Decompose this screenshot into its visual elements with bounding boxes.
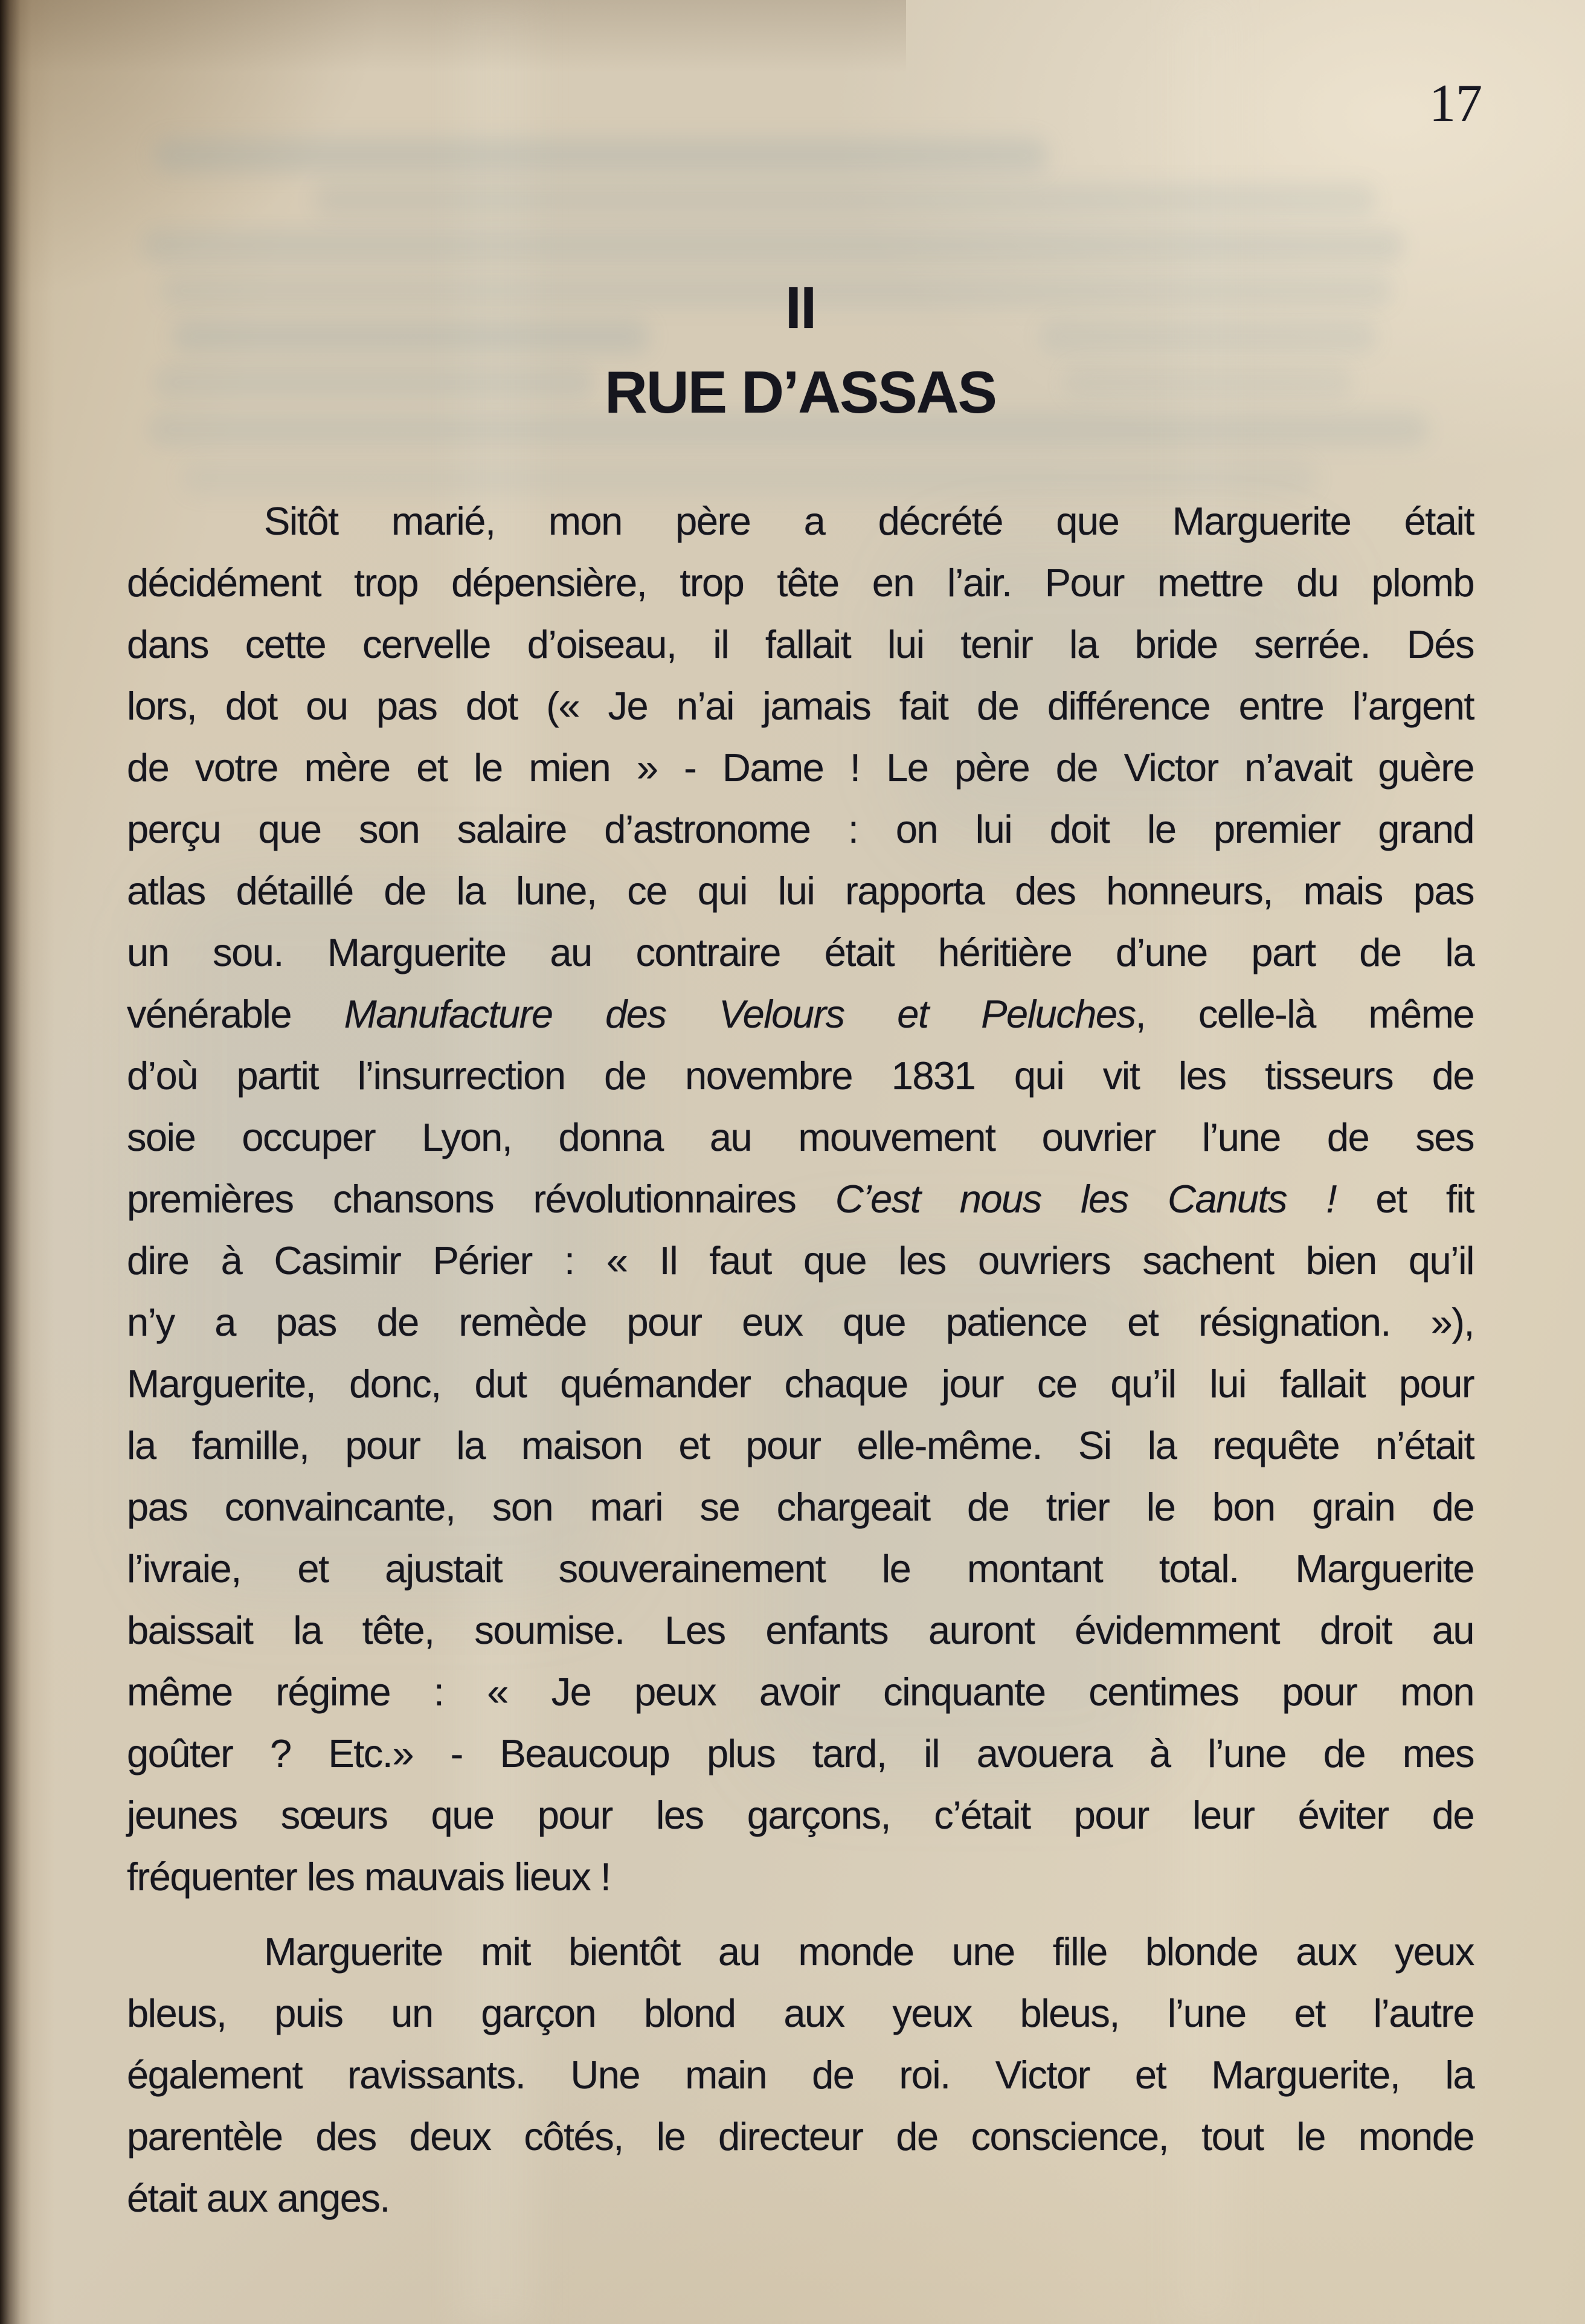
text-run: premières chansons révolutionnaires — [127, 1177, 835, 1221]
text-run: , celle-là même — [1135, 992, 1474, 1036]
text-line — [127, 1921, 1474, 1983]
text-line — [127, 1846, 1474, 1908]
text-run: bleus, puis un garçon blond aux yeux bleus, l’une et l’autre — [127, 1991, 1474, 2035]
text-line — [127, 1045, 1474, 1107]
text-line — [127, 922, 1474, 983]
text-run: décidément trop dépensière, trop tête en l’air. Pour mettre du plomb — [127, 561, 1474, 605]
paragraph — [127, 491, 1474, 1908]
text-line — [127, 1292, 1474, 1353]
text-run: l’ivraie, et ajustait souverainement le montant total. Marguerite — [127, 1547, 1474, 1591]
text-run: Sitôt marié, mon père a décrété que Marguerite était — [264, 499, 1474, 543]
text-line — [127, 675, 1474, 737]
text-run: Marguerite mit bientôt au monde une fille blonde aux yeux — [264, 1930, 1474, 1974]
book-edge-shadow — [0, 0, 54, 2324]
text-line — [127, 860, 1474, 922]
text-line — [127, 1723, 1474, 1785]
bleed-through-ghost — [154, 138, 1048, 173]
body-text — [127, 491, 1474, 2229]
page-top-shadow — [0, 0, 906, 72]
text-run: goûter ? Etc.» - Beaucoup plus tard, il avouera à l’une de mes — [127, 1731, 1474, 1775]
text-line — [127, 983, 1474, 1045]
text-line — [127, 2168, 1474, 2229]
text-run: était aux anges. — [127, 2176, 390, 2220]
text-run: de votre mère et le mien » - Dame ! Le père de Victor n’avait guère — [127, 745, 1474, 790]
text-run: la famille, pour la maison et pour elle-même. Si la requête n’était — [127, 1423, 1474, 1467]
paragraph — [127, 1921, 1474, 2229]
text-run: dans cette cervelle d’oiseau, il fallait lui tenir la bride serrée. Dés — [127, 622, 1474, 666]
text-line — [127, 1983, 1474, 2044]
text-run: vénérable — [127, 992, 344, 1036]
text-run: jeunes sœurs que pour les garçons, c’était pour leur éviter de — [127, 1793, 1474, 1837]
chapter-numeral: II — [785, 274, 816, 341]
text-line — [127, 1785, 1474, 1846]
text-run: dire à Casimir Périer : « Il faut que les ouvriers sachent bien qu’il — [127, 1238, 1474, 1283]
text-line — [127, 1415, 1474, 1476]
text-run: atlas détaillé de la lune, ce qui lui rapporta des honneurs, mais pas — [127, 869, 1474, 913]
text-line — [127, 799, 1474, 860]
page-number: 17 — [1429, 74, 1482, 133]
text-line — [127, 737, 1474, 799]
chapter-title: RUE D’ASSAS — [605, 359, 996, 425]
text-line — [127, 1230, 1474, 1292]
text-line — [127, 1661, 1474, 1723]
text-line — [127, 1353, 1474, 1415]
text-run: pas convaincante, son mari se chargeait de trier le bon grain de — [127, 1485, 1474, 1529]
text-line — [127, 614, 1474, 675]
text-line — [127, 2106, 1474, 2168]
bleed-through-ghost — [142, 228, 1404, 263]
text-line — [127, 1168, 1474, 1230]
text-run: et fit — [1336, 1177, 1474, 1221]
text-run: fréquenter les mauvais lieux ! — [127, 1855, 611, 1899]
italic-run: C’est nous les Canuts ! — [835, 1177, 1336, 1221]
text-line — [127, 2044, 1474, 2106]
italic-run: Manufacture des Velours et Peluches — [344, 992, 1136, 1036]
chapter-heading — [127, 274, 1474, 425]
text-run: Marguerite, donc, dut quémander chaque jour ce qu’il lui fallait pour — [127, 1362, 1474, 1406]
text-line — [127, 1107, 1474, 1168]
text-run: lors, dot ou pas dot (« Je n’ai jamais fait de différence entre l’argent — [127, 684, 1474, 728]
bleed-through-ghost — [314, 182, 1377, 217]
text-run: d’où partit l’insurrection de novembre 1831 qui vit les tisseurs de — [127, 1054, 1474, 1098]
text-run: un sou. Marguerite au contraire était héritière d’une part de la — [127, 930, 1474, 974]
text-line — [127, 552, 1474, 614]
text-line — [127, 1476, 1474, 1538]
text-run: n’y a pas de remède pour eux que patience et résignation. »), — [127, 1300, 1474, 1344]
text-line — [127, 1538, 1474, 1600]
text-line — [127, 491, 1474, 552]
text-run: parentèle des deux côtés, le directeur de conscience, tout le monde — [127, 2114, 1474, 2158]
text-run: perçu que son salaire d’astronome : on lui doit le premier grand — [127, 807, 1474, 851]
text-line — [127, 1600, 1474, 1661]
text-run: également ravissants. Une main de roi. Victor et Marguerite, la — [127, 2053, 1474, 2097]
text-run: soie occuper Lyon, donna au mouvement ouvrier l’une de ses — [127, 1115, 1474, 1159]
text-run: baissait la tête, soumise. Les enfants auront évidemment droit au — [127, 1608, 1474, 1652]
text-run: même régime : « Je peux avoir cinquante centimes pour mon — [127, 1670, 1474, 1714]
